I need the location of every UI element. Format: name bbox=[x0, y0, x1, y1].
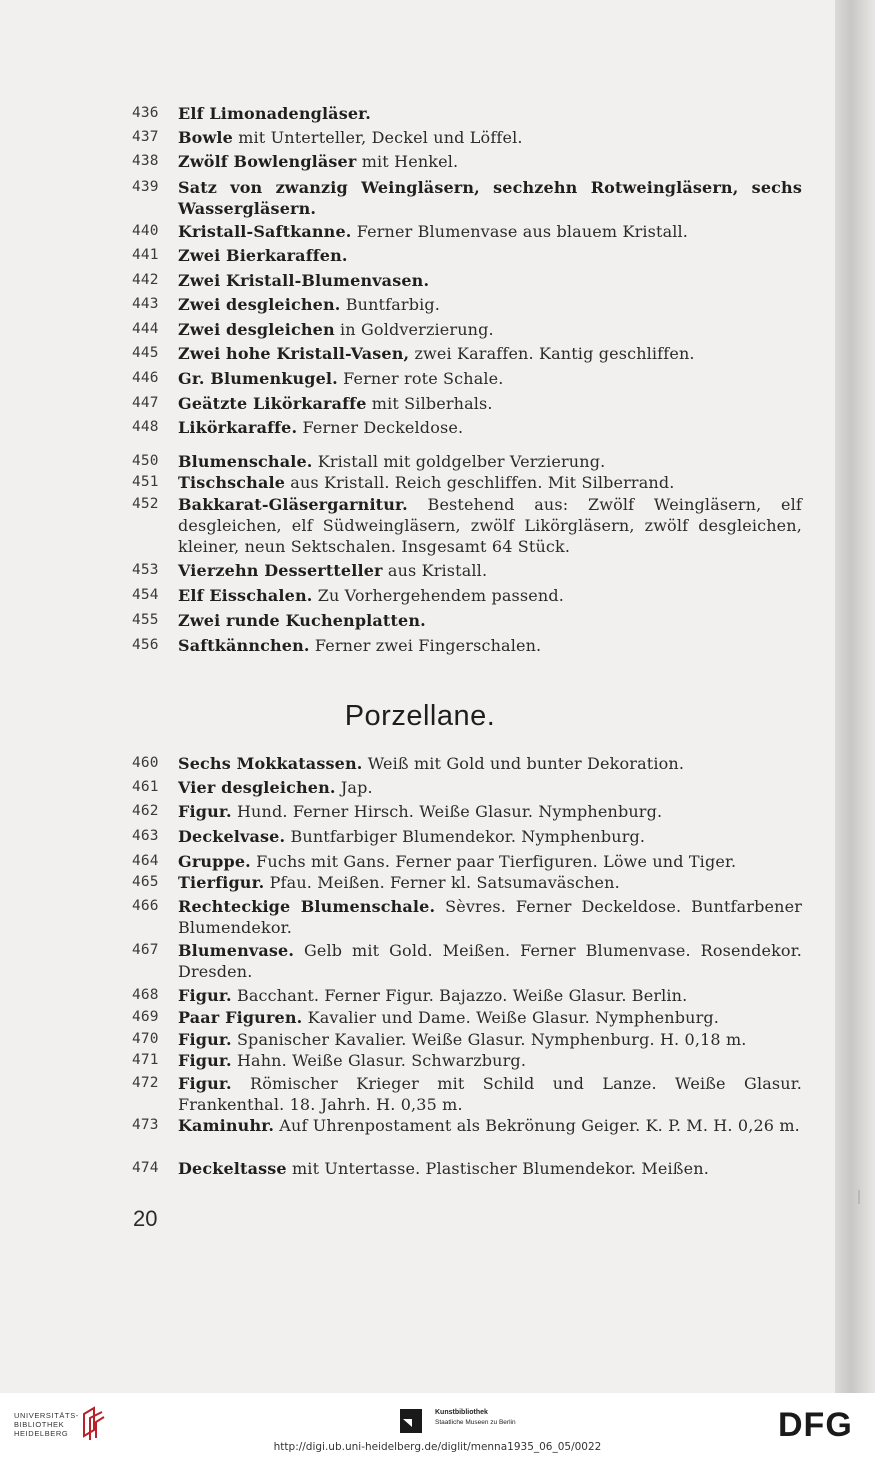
entry-title: Blumenschale. bbox=[178, 452, 313, 471]
page-edge-mark bbox=[858, 1190, 860, 1204]
heidelberg-library-logo-icon bbox=[80, 1406, 106, 1442]
catalog-entry-448 bbox=[132, 417, 802, 438]
section-title-porzellane: Porzellane. bbox=[344, 700, 496, 732]
entry-description: Ferner Deckeldose. bbox=[297, 418, 464, 437]
catalog-entry-464 bbox=[132, 851, 802, 872]
catalog-entry-454 bbox=[132, 585, 802, 606]
entry-description: mit Henkel. bbox=[356, 152, 459, 171]
entry-title: Elf Limonadengläser. bbox=[178, 104, 372, 123]
catalog-entry-452 bbox=[132, 494, 802, 557]
page-number: 20 bbox=[133, 1206, 158, 1231]
entry-title: Bowle bbox=[178, 128, 233, 147]
source-url: http://digi.ub.uni-heidelberg.de/diglit/menna1935_06_05/0022 bbox=[273, 1441, 602, 1453]
catalog-entry-441 bbox=[132, 245, 802, 266]
entry-description: Gelb mit Gold. Meißen. Ferner Blumenvase. Rosendekor. Dresden. bbox=[178, 941, 802, 981]
entry-title: Satz von zwanzig Weingläsern, sechzehn Rotweingläsern, sechs Wassergläsern. bbox=[178, 178, 802, 218]
entry-title: Likörkaraffe. bbox=[178, 418, 298, 437]
entry-title: Vier desgleichen. bbox=[178, 778, 336, 797]
entry-description: aus Kristall. bbox=[382, 561, 488, 580]
entry-description: Kavalier und Dame. Weiße Glasur. Nymphenburg. bbox=[302, 1008, 720, 1027]
entry-title: Zwei Bierkaraffen. bbox=[178, 246, 348, 265]
entry-number: 451 bbox=[132, 474, 159, 490]
entry-title: Figur. bbox=[178, 986, 232, 1005]
entry-description: Bestehend aus: Zwölf Weingläsern, elf desgleichen, elf Südweingläsern, zwölf Likörgläsern, zwölf desgleichen, kleiner, neun Sektschalen. Insgesamt 64 Stück. bbox=[178, 495, 802, 556]
catalog-entry-438 bbox=[132, 151, 802, 172]
entry-number: 465 bbox=[132, 874, 159, 890]
uni-logo-line: HEIDELBERG bbox=[14, 1429, 69, 1438]
entry-description: Weiß mit Gold und bunter Dekoration. bbox=[362, 754, 685, 773]
entry-title: Blumenvase. bbox=[178, 941, 295, 960]
catalog-entry-456 bbox=[132, 635, 802, 656]
entry-description: Ferner Blumenvase aus blauem Kristall. bbox=[351, 222, 689, 241]
entry-description: zwei Karaffen. Kantig geschliffen. bbox=[409, 344, 695, 363]
entry-description: Hund. Ferner Hirsch. Weiße Glasur. Nymphenburg. bbox=[231, 802, 663, 821]
entry-description: mit Unterteller, Deckel und Löffel. bbox=[232, 128, 523, 147]
entry-title: Kristall-Saftkanne. bbox=[178, 222, 352, 241]
entry-title: Saftkännchen. bbox=[178, 636, 310, 655]
catalog-entry-436 bbox=[132, 103, 802, 124]
kunstbibliothek-subtitle: Staatliche Museen zu Berlin bbox=[435, 1419, 516, 1426]
entry-title: Geätzte Likörkaraffe bbox=[178, 394, 367, 413]
entry-title: Figur. bbox=[178, 1074, 232, 1093]
entry-number: 436 bbox=[132, 105, 159, 121]
entry-number: 461 bbox=[132, 779, 159, 795]
kunstbibliothek-name: Kunstbibliothek bbox=[435, 1409, 488, 1416]
entry-description: Buntfarbiger Blumendekor. Nymphenburg. bbox=[285, 827, 646, 846]
entry-title: Bakkarat-Gläsergarnitur. bbox=[178, 495, 408, 514]
entry-number: 439 bbox=[132, 179, 159, 195]
entry-number: 463 bbox=[132, 828, 159, 844]
entry-description: Spanischer Kavalier. Weiße Glasur. Nymphenburg. H. 0,18 m. bbox=[231, 1030, 747, 1049]
catalog-entry-465 bbox=[132, 872, 802, 893]
entry-title: Zwölf Bowlengläser bbox=[178, 152, 357, 171]
entry-number: 464 bbox=[132, 853, 159, 869]
entry-number: 468 bbox=[132, 987, 159, 1003]
entry-description: Pfau. Meißen. Ferner kl. Satsumaväschen. bbox=[264, 873, 620, 892]
catalog-entry-455 bbox=[132, 610, 802, 631]
entry-number: 453 bbox=[132, 562, 159, 578]
entry-description: mit Silberhals. bbox=[366, 394, 493, 413]
entry-title: Tierfigur. bbox=[178, 873, 265, 892]
entry-title: Rechteckige Blumenschale. bbox=[178, 897, 436, 916]
catalog-entry-443 bbox=[132, 294, 802, 315]
entry-number: 452 bbox=[132, 496, 159, 512]
catalog-entry-440 bbox=[132, 221, 802, 242]
entry-number: 470 bbox=[132, 1031, 159, 1047]
entry-title: Zwei desgleichen bbox=[178, 320, 335, 339]
kunstbibliothek-logo-icon bbox=[400, 1409, 422, 1433]
catalog-entry-445 bbox=[132, 343, 802, 364]
entry-description: Römischer Krieger mit Schild und Lanze. Weiße Glasur. Frankenthal. 18. Jahrh. H. 0,35 m. bbox=[178, 1074, 802, 1114]
entry-description: Ferner zwei Fingerschalen. bbox=[309, 636, 542, 655]
catalog-entry-473 bbox=[132, 1115, 802, 1136]
dfg-logo-text: DFG bbox=[778, 1408, 853, 1440]
entry-number: 455 bbox=[132, 612, 159, 628]
catalog-entry-442 bbox=[132, 270, 802, 291]
entry-number: 437 bbox=[132, 129, 159, 145]
entry-title: Figur. bbox=[178, 1051, 232, 1070]
entry-title: Deckelvase. bbox=[178, 827, 286, 846]
dfg-logo bbox=[778, 1408, 864, 1440]
entry-title: Deckeltasse bbox=[178, 1159, 287, 1178]
catalog-entry-446 bbox=[132, 368, 802, 389]
entry-number: 469 bbox=[132, 1009, 159, 1025]
catalog-entry-467 bbox=[132, 940, 802, 982]
kunstbibliothek-logo-text bbox=[435, 1408, 516, 1428]
catalog-entry-447 bbox=[132, 393, 802, 414]
catalog-entry-463 bbox=[132, 826, 802, 847]
entry-description: aus Kristall. Reich geschliffen. Mit Silberrand. bbox=[285, 473, 675, 492]
entry-description: Bacchant. Ferner Figur. Bajazzo. Weiße Glasur. Berlin. bbox=[231, 986, 688, 1005]
catalog-entry-450 bbox=[132, 451, 802, 472]
entry-title: Elf Eisschalen. bbox=[178, 586, 313, 605]
entry-title: Zwei Kristall-Blumenvasen. bbox=[178, 271, 430, 290]
entry-title: Gr. Blumenkugel. bbox=[178, 369, 338, 388]
uni-logo-line: BIBLIOTHEK bbox=[14, 1420, 65, 1429]
entry-title: Gruppe. bbox=[178, 852, 251, 871]
entry-description: Jap. bbox=[335, 778, 373, 797]
catalog-entry-468 bbox=[132, 985, 802, 1006]
entry-title: Zwei runde Kuchenplatten. bbox=[178, 611, 426, 630]
entry-title: Vierzehn Dessertteller bbox=[178, 561, 383, 580]
catalog-entry-453 bbox=[132, 560, 802, 581]
entry-description: Auf Uhrenpostament als Bekrönung Geiger. K. P. M. H. 0,26 m. bbox=[274, 1116, 800, 1135]
entry-number: 441 bbox=[132, 247, 159, 263]
entry-number: 440 bbox=[132, 223, 159, 239]
entry-number: 471 bbox=[132, 1052, 159, 1068]
entry-title: Zwei hohe Kristall-Vasen, bbox=[178, 344, 410, 363]
entry-title: Kaminuhr. bbox=[178, 1116, 275, 1135]
entry-title: Figur. bbox=[178, 1030, 232, 1049]
entry-number: 462 bbox=[132, 803, 159, 819]
entry-title: Figur. bbox=[178, 802, 232, 821]
entry-number: 443 bbox=[132, 296, 159, 312]
catalog-entry-461 bbox=[132, 777, 802, 798]
entry-number: 438 bbox=[132, 153, 159, 169]
entry-number: 460 bbox=[132, 755, 159, 771]
entry-title: Zwei desgleichen. bbox=[178, 295, 341, 314]
entry-number: 472 bbox=[132, 1075, 159, 1091]
entry-title: Paar Figuren. bbox=[178, 1008, 303, 1027]
entry-number: 474 bbox=[132, 1160, 159, 1176]
entry-number: 444 bbox=[132, 321, 159, 337]
entry-description: Buntfarbig. bbox=[340, 295, 440, 314]
entry-description: Kristall mit goldgelber Verzierung. bbox=[312, 452, 606, 471]
entry-number: 445 bbox=[132, 345, 159, 361]
catalog-entry-460 bbox=[132, 753, 802, 774]
catalog-entry-444 bbox=[132, 319, 802, 340]
entry-title: Tischschale bbox=[178, 473, 286, 492]
catalog-entry-470 bbox=[132, 1029, 802, 1050]
entry-description: in Goldverzierung. bbox=[334, 320, 494, 339]
catalog-entry-471 bbox=[132, 1050, 802, 1071]
entry-description: Fuchs mit Gans. Ferner paar Tierfiguren. Löwe und Tiger. bbox=[250, 852, 737, 871]
catalog-entry-462 bbox=[132, 801, 802, 822]
entry-description: Ferner rote Schale. bbox=[337, 369, 504, 388]
catalog-entry-451 bbox=[132, 472, 802, 493]
entry-description: Zu Vorhergehendem passend. bbox=[312, 586, 564, 605]
catalog-entry-472 bbox=[132, 1073, 802, 1115]
catalog-entry-437 bbox=[132, 127, 802, 148]
catalog-entry-474 bbox=[132, 1158, 802, 1179]
page-edge-shadow bbox=[835, 0, 875, 1393]
entry-number: 454 bbox=[132, 587, 159, 603]
entry-number: 446 bbox=[132, 370, 159, 386]
catalog-entry-439 bbox=[132, 177, 802, 219]
entry-number: 466 bbox=[132, 898, 159, 914]
entry-description: mit Untertasse. Plastischer Blumendekor. Meißen. bbox=[286, 1159, 709, 1178]
heidelberg-library-logo-text bbox=[14, 1411, 79, 1438]
catalog-entry-466 bbox=[132, 896, 802, 938]
uni-logo-line: UNIVERSITÄTS- bbox=[14, 1411, 79, 1420]
entry-number: 448 bbox=[132, 419, 159, 435]
entry-title: Sechs Mokkatassen. bbox=[178, 754, 363, 773]
entry-description: Sèvres. Ferner Deckeldose. Buntfarbener Blumendekor. bbox=[178, 897, 802, 937]
catalog-entry-469 bbox=[132, 1007, 802, 1028]
entry-number: 442 bbox=[132, 272, 159, 288]
entry-description: Hahn. Weiße Glasur. Schwarzburg. bbox=[231, 1051, 527, 1070]
entry-number: 447 bbox=[132, 395, 159, 411]
entry-number: 456 bbox=[132, 637, 159, 653]
entry-number: 467 bbox=[132, 942, 159, 958]
entry-number: 473 bbox=[132, 1117, 159, 1133]
entry-number: 450 bbox=[132, 453, 159, 469]
